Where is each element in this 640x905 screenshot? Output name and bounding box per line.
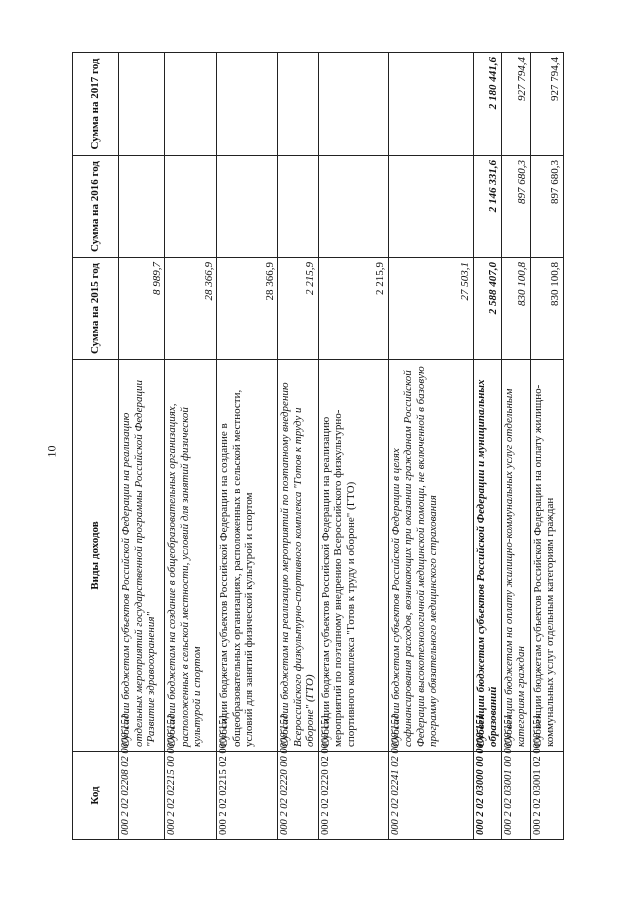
row-description: Субсидии бюджетам субъектов Российской Федерации на создание в общеобразовательных организациях, расположенных в сельской местности, условий для занятий физической культурой и спортом bbox=[217, 360, 278, 752]
budget-revenue-table bbox=[72, 52, 564, 840]
row-sum-2017 bbox=[318, 53, 388, 156]
row-code: 000 2 02 02220 00 0000 151 bbox=[278, 752, 319, 840]
row-sum-2015: 2 588 407,0 bbox=[473, 258, 501, 360]
row-sum-2015: 2 215,9 bbox=[278, 258, 319, 360]
row-sum-2017 bbox=[388, 53, 473, 156]
row-description: Субвенции бюджетам субъектов Российской Федерации и муниципальных образований bbox=[473, 360, 501, 752]
header-revenue-type: Виды доходов bbox=[73, 360, 119, 752]
row-sum-2015: 830 100,8 bbox=[530, 258, 563, 360]
row-sum-2016 bbox=[318, 156, 388, 258]
header-sum-2015: Сумма на 2015 год bbox=[73, 258, 119, 360]
row-sum-2017 bbox=[278, 53, 319, 156]
table-row bbox=[165, 53, 217, 840]
row-sum-2015: 28 366,9 bbox=[217, 258, 278, 360]
row-sum-2015: 2 215,9 bbox=[318, 258, 388, 360]
table-row bbox=[318, 53, 388, 840]
row-sum-2016 bbox=[119, 156, 165, 258]
row-sum-2016: 897 680,3 bbox=[501, 156, 530, 258]
row-sum-2016 bbox=[278, 156, 319, 258]
table-row bbox=[501, 53, 530, 840]
row-description: Субсидии бюджетам на реализацию мероприятий по поэтапному внедрению Всероссийского физкультурно-спортивного комплекса "Готов к труду и обороне" (ГТО) bbox=[278, 360, 319, 752]
row-sum-2017: 927 794,4 bbox=[530, 53, 563, 156]
table-row bbox=[217, 53, 278, 840]
row-sum-2016 bbox=[165, 156, 217, 258]
table-header-row bbox=[73, 53, 119, 840]
row-code: 000 2 02 02208 02 0000 151 bbox=[119, 752, 165, 840]
rotated-budget-table-container bbox=[72, 53, 561, 840]
row-sum-2015: 28 366,9 bbox=[165, 258, 217, 360]
table-row bbox=[119, 53, 165, 840]
header-code: Код bbox=[73, 752, 119, 840]
row-code: 000 2 02 03000 00 0000 151 bbox=[473, 752, 501, 840]
row-description: Субсидии бюджетам субъектов Российской Федерации на реализацию отдельных мероприятий государственной программы Российской Федерации "Развитие здравоохранения" bbox=[119, 360, 165, 752]
row-sum-2015: 8 989,7 bbox=[119, 258, 165, 360]
row-code: 000 2 02 02215 00 0000 151 bbox=[165, 752, 217, 840]
row-sum-2016 bbox=[388, 156, 473, 258]
row-code: 000 2 02 02220 02 0000 151 bbox=[318, 752, 388, 840]
table-row bbox=[278, 53, 319, 840]
row-sum-2016: 2 146 331,6 bbox=[473, 156, 501, 258]
table-row bbox=[473, 53, 501, 840]
row-description: Субсидии бюджетам субъектов Российской Федерации на реализацию мероприятий по поэтапному внедрению Всероссийского физкультурно-спортивного комплекса "Готов к труду и обороне" (ГТО) bbox=[318, 360, 388, 752]
row-sum-2015: 27 503,1 bbox=[388, 258, 473, 360]
row-code: 000 2 02 03001 00 0000 151 bbox=[501, 752, 530, 840]
row-sum-2017: 927 794,4 bbox=[501, 53, 530, 156]
row-sum-2015: 830 100,8 bbox=[501, 258, 530, 360]
row-description: Субсидии бюджетам на создание в общеобразовательных организациях, расположенных в сельской местности, условий для занятий физической культурой и спортом bbox=[165, 360, 217, 752]
row-sum-2017: 2 180 441,6 bbox=[473, 53, 501, 156]
header-sum-2016: Сумма на 2016 год bbox=[73, 156, 119, 258]
row-sum-2017 bbox=[217, 53, 278, 156]
row-description: Субвенции бюджетам на оплату жилищно-коммунальных услуг отдельным категориям граждан bbox=[501, 360, 530, 752]
row-code: 000 2 02 02215 02 0000 151 bbox=[217, 752, 278, 840]
row-description: Субвенции бюджетам субъектов Российской Федерации на оплату жилищно-коммунальных услуг отдельным категориям граждан bbox=[530, 360, 563, 752]
row-description: Субсидии бюджетам субъектов Российской Федерации в целях софинансирования расходов, возникающих при оказании гражданам Российской Федерации высокотехнологичной медицинской помощи, не включенной в базовую программу обязательного медицинского страхования bbox=[388, 360, 473, 752]
table-row bbox=[388, 53, 473, 840]
page-number: 10 bbox=[44, 445, 59, 458]
header-sum-2017: Сумма на 2017 год bbox=[73, 53, 119, 156]
row-sum-2017 bbox=[165, 53, 217, 156]
row-sum-2016 bbox=[217, 156, 278, 258]
row-code: 000 2 02 02241 02 0000 151 bbox=[388, 752, 473, 840]
row-code: 000 2 02 03001 02 0000 151 bbox=[530, 752, 563, 840]
row-sum-2016: 897 680,3 bbox=[530, 156, 563, 258]
table-row bbox=[530, 53, 563, 840]
row-sum-2017 bbox=[119, 53, 165, 156]
